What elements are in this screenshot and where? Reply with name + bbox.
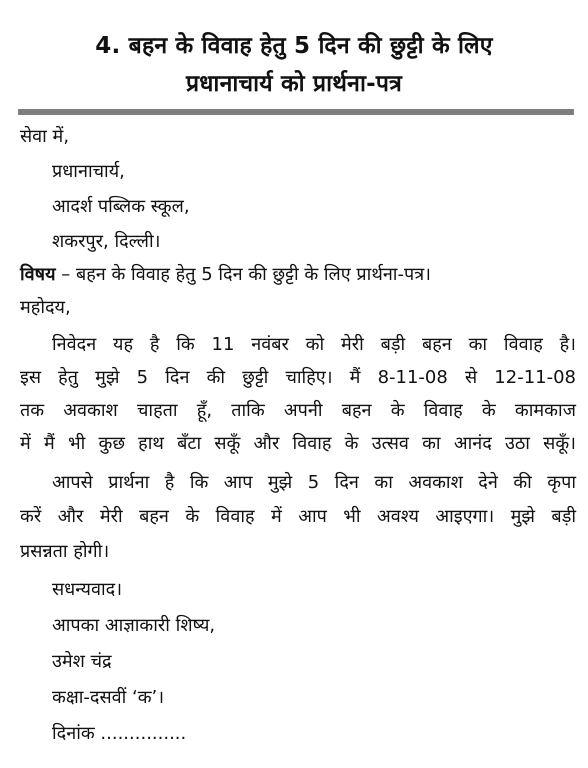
page-title-line-2: प्रधानाचार्य को प्रार्थना-पत्र xyxy=(185,71,403,97)
para1-line2: इस हेतु मुझे 5 दिन की छुट्टी चाहिए। मैं 8-11-08 से 12-11-08 xyxy=(20,367,576,388)
para2-line2: करें और मेरी बहन के विवाह में आप भी अवश्य आइएगा। मुझे बड़ी xyxy=(20,506,576,527)
address-school: आदर्श पब्लिक स्कूल, xyxy=(52,196,190,217)
title-divider xyxy=(18,109,574,115)
greeting: महोदय, xyxy=(20,297,71,318)
subject-text: – बहन के विवाह हेतु 5 दिन की छुट्टी के लिए प्रार्थना-पत्र। xyxy=(55,264,431,285)
para1-line3: तक अवकाश चाहता हूँ, ताकि अपनी बहन के विवाह के कामकाज xyxy=(20,400,576,421)
para2-line1: आपसे प्रार्थना है कि आप मुझे 5 दिन का अवकाश देने की कृपा xyxy=(52,472,576,493)
closing-name: उमेश चंद्र xyxy=(52,651,112,672)
subject-label: विषय xyxy=(20,264,56,285)
address-city: शकरपुर, दिल्ली। xyxy=(52,231,161,252)
address-salutation: सेवा में, xyxy=(20,126,70,147)
address-recipient: प्रधानाचार्य, xyxy=(52,161,125,182)
para2-line3: प्रसन्नता होगी। xyxy=(20,541,110,562)
closing-date: दिनांक ............... xyxy=(52,723,187,744)
closing-thanks: सधन्यवाद। xyxy=(52,579,123,600)
closing-yours: आपका आज्ञाकारी शिष्य, xyxy=(52,615,216,636)
closing-class: कक्षा-दसवीं ‘क’। xyxy=(52,687,165,708)
para1-line1: निवेदन यह है कि 11 नवंबर को मेरी बड़ी बहन का विवाह है। xyxy=(52,334,576,355)
page-title-line-1: 4. बहन के विवाह हेतु 5 दिन की छुट्टी के लिए xyxy=(95,33,493,59)
subject-line xyxy=(20,263,431,287)
para1-line4: में मैं भी कुछ हाथ बँटा सकूँ और विवाह के उत्सव का आनंद उठा सकूँ। xyxy=(20,433,576,454)
